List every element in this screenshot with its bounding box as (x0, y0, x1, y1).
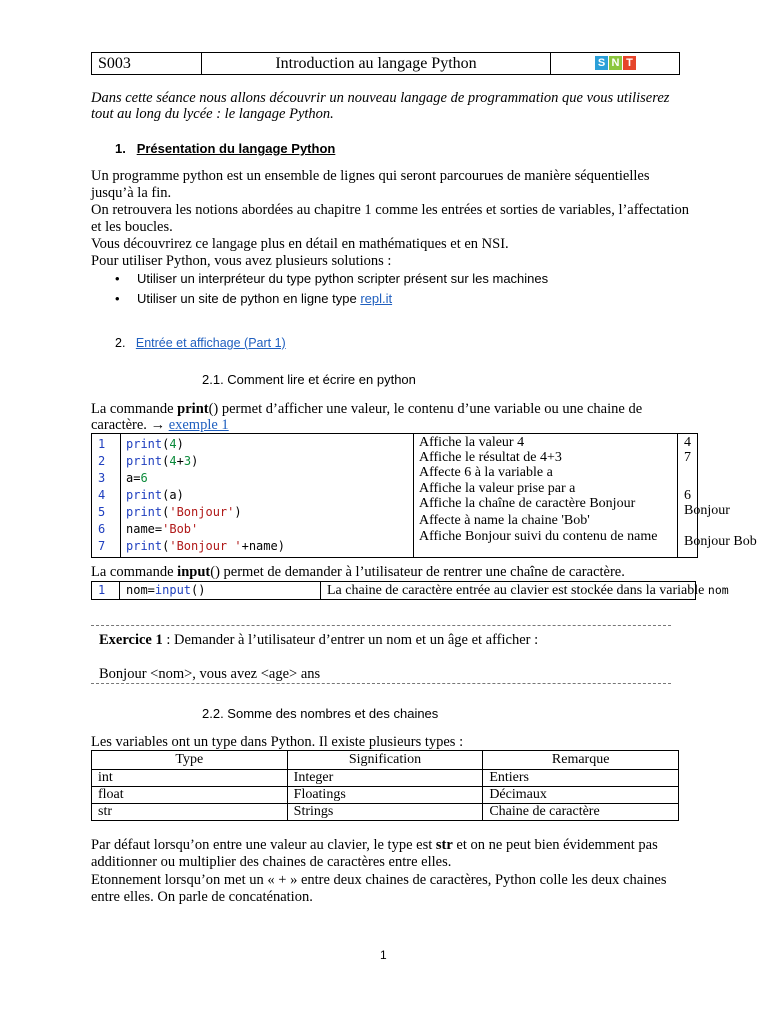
result: Bonjour (684, 503, 730, 518)
table-header: Remarque (483, 751, 679, 770)
input-var: nom (707, 583, 729, 597)
description-column (414, 434, 678, 557)
result: Bonjour Bob (684, 534, 757, 549)
input-keyword: input (177, 564, 211, 580)
section2-number: 2. (115, 336, 126, 350)
print-intro-text: La commande (91, 401, 178, 417)
description: Affiche la valeur 4 (419, 435, 525, 450)
description: Affiche Bonjour suivi du contenu de name (419, 529, 658, 544)
table-cell: str (92, 804, 288, 821)
code-line: a=6 (126, 471, 148, 485)
section1-paragraph: Pour utiliser Python, vous avez plusieurs solutions : (91, 253, 392, 269)
table-cell: Integer (287, 770, 483, 787)
types-intro: Les variables ont un type dans Python. Il existe plusieurs types : (91, 734, 464, 750)
code-line: nom=input() (121, 582, 321, 599)
page-number: 1 (380, 948, 387, 962)
bullet-icon: • (115, 271, 120, 286)
table-header: Type (92, 751, 288, 770)
description: Affecte 6 à la variable a (419, 465, 553, 480)
repl-link[interactable]: repl.it (360, 291, 393, 306)
print-code-table (91, 433, 757, 558)
line-number: 4 (98, 488, 106, 502)
description: Affecte à name la chaine 'Bob' (419, 513, 590, 528)
bullet-text: Utiliser un interpréteur du type python scripter présent sur les machines (137, 271, 549, 286)
subsection-2-1-heading: 2.1. Comment lire et écrire en python (202, 372, 416, 387)
table-cell: Strings (287, 804, 483, 821)
result: 4 (684, 435, 691, 450)
exercise-statement (99, 632, 538, 649)
table-cell: Floatings (287, 787, 483, 804)
section1-paragraph: Un programme python est un ensemble de lignes qui seront parcourues de manière séquentielles jusqu’à la fin. (91, 168, 650, 201)
print-intro-text-2: () permet d’afficher une valeur, le contenu d’une variable ou une chaine de caractère. (91, 401, 643, 433)
bullet-icon: • (115, 291, 120, 306)
subsection-2-2-heading: 2.2. Somme des nombres et des chaines (202, 706, 439, 721)
table-cell: float (92, 787, 288, 804)
page-title: Introduction au langage Python (202, 53, 551, 74)
table-row (92, 804, 679, 821)
table-cell: int (92, 770, 288, 787)
input-desc-text: La chaine de caractère entrée au clavier est stockée dans la variable (327, 583, 705, 598)
code-line: print('Bonjour '+name) (126, 539, 285, 553)
print-keyword: print (177, 401, 209, 417)
description: Affiche la valeur prise par a (419, 481, 576, 496)
input-intro-text: La commande (91, 564, 178, 580)
section1-paragraph: Vous découvrirez ce langage plus en détail en mathématiques et en NSI. (91, 236, 509, 252)
line-number: 2 (98, 454, 106, 468)
snt-logo (595, 56, 636, 70)
section1-body (91, 168, 691, 270)
exercise-label: Exercice 1 (99, 632, 163, 648)
exercise-output: Bonjour <nom>, vous avez <age> ans (99, 666, 321, 682)
bullet-text: Utiliser un site de python en ligne type (137, 291, 361, 306)
description: Affiche la chaîne de caractère Bonjour (419, 496, 636, 511)
code-line: name='Bob' (126, 522, 199, 536)
default-text-2: et on ne peut bien évidemment pas additionner ou multiplier des chaines de caractères entre elles. (91, 837, 658, 870)
print-intro (91, 401, 691, 433)
input-intro-text-2: () permet de demander à l’utilisateur de rentrer une chaîne de caractère. (210, 564, 625, 580)
header-table (91, 52, 680, 75)
section1-number: 1. (115, 141, 126, 156)
concatenation-paragraph: Etonnement lorsqu’on met un « + » entre deux chaines de caractères, Python colle les deux chaines entre elles. On parle de concaténation. (91, 872, 667, 905)
table-row (92, 770, 679, 787)
section2-title-link[interactable]: Entrée et affichage (Part 1) (135, 336, 286, 350)
bullet-item (115, 291, 392, 306)
types-table (91, 750, 679, 821)
line-number: 3 (98, 471, 106, 485)
table-cell: Entiers (483, 770, 679, 787)
result: 7 (684, 450, 691, 465)
default-text: Par défaut lorsqu’on entre une valeur au clavier, le type est (91, 837, 436, 853)
section2-heading (115, 336, 286, 350)
table-row (92, 787, 679, 804)
line-numbers (92, 434, 121, 557)
result-column (678, 434, 768, 557)
str-keyword: str (435, 837, 453, 853)
table-header-row (92, 751, 679, 770)
input-description (327, 582, 729, 599)
exemple-1-link[interactable]: exemple 1 (168, 417, 229, 433)
line-number: 1 (98, 437, 106, 451)
exercise-top-border (91, 625, 671, 627)
section1-title: Présentation du langage Python (136, 141, 336, 156)
logo-letter-s: S (595, 56, 608, 70)
code-line: print('Bonjour') (126, 505, 242, 519)
table-cell: Chaine de caractère (483, 804, 679, 821)
code-column (121, 434, 414, 557)
result: 6 (684, 488, 691, 503)
input-intro (91, 564, 696, 581)
intro-text: Dans cette séance nous allons découvrir un nouveau langage de programmation que vous utiliserez tout au long du lycée : le langage Python. (91, 90, 670, 122)
logo-letter-t: T (623, 56, 636, 70)
table-cell: Décimaux (483, 787, 679, 804)
table-header: Signification (287, 751, 483, 770)
section1-paragraph: On retrouvera les notions abordées au chapitre 1 comme les entrées et sorties de variables, l’affectation et les boucles. (91, 202, 690, 235)
arrow-icon: → (150, 417, 166, 433)
default-type-paragraph (91, 837, 691, 871)
line-number: 6 (98, 522, 106, 536)
bullet-item (115, 271, 548, 286)
line-number: 5 (98, 505, 106, 519)
code-line: print(4) (126, 437, 184, 451)
exercise-bottom-border (91, 683, 671, 685)
logo-letter-n: N (609, 56, 622, 70)
logo-cell (550, 53, 679, 74)
exercise-text: : Demander à l’utilisateur d’entrer un nom et un âge et afficher : (162, 632, 539, 648)
line-number: 1 (92, 582, 120, 599)
code-line: print(4+3) (126, 454, 199, 468)
description: Affiche le résultat de 4+3 (419, 450, 562, 465)
code-line: print(a) (126, 488, 184, 502)
line-number: 7 (98, 539, 106, 553)
session-code: S003 (92, 53, 202, 74)
input-code-table (91, 581, 729, 600)
section1-heading (115, 141, 335, 156)
